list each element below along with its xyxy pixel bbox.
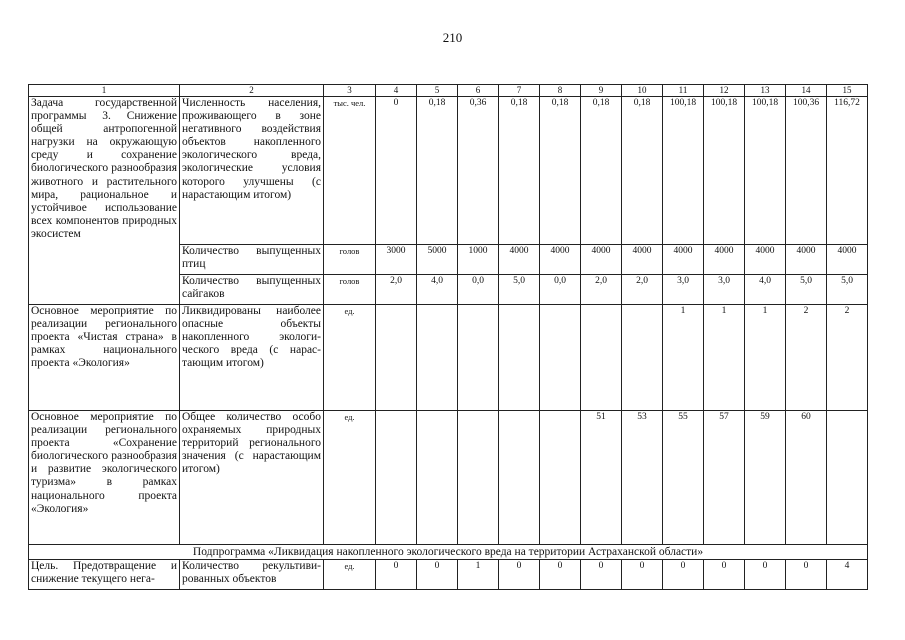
indicator-cell: Численность населения, проживающего в зоне негативного воздействия объектов накопленного экологического вреда, экологические условия которого улучшены (с нарастающим итогом) [180, 97, 324, 245]
indicator-cell: Ликвидированы наиболее опасные объекты накопленного экологического вреда (с нарастающим итогом) [180, 305, 324, 411]
value-cell: 4 [827, 560, 868, 590]
table-row [29, 305, 868, 411]
value-cell [417, 305, 458, 411]
value-cell: 4000 [786, 245, 827, 275]
value-cell [540, 305, 581, 411]
table-row [29, 560, 868, 590]
unit-cell: голов [324, 245, 376, 275]
value-cell: 55 [663, 411, 704, 545]
value-cell: 0 [376, 560, 417, 590]
value-cell: 5,0 [786, 275, 827, 305]
unit-cell: ед. [324, 411, 376, 545]
value-cell: 0,18 [540, 97, 581, 245]
value-cell [499, 305, 540, 411]
value-cell: 5000 [417, 245, 458, 275]
value-cell: 5,0 [827, 275, 868, 305]
value-cell [581, 305, 622, 411]
value-cell: 1 [704, 305, 745, 411]
value-cell: 0 [499, 560, 540, 590]
value-cell: 3,0 [663, 275, 704, 305]
value-cell: 2,0 [376, 275, 417, 305]
subprogram-row [29, 545, 868, 560]
value-cell: 0 [622, 560, 663, 590]
value-cell: 116,72 [827, 97, 868, 245]
value-cell: 57 [704, 411, 745, 545]
value-cell: 0,0 [458, 275, 499, 305]
value-cell: 53 [622, 411, 663, 545]
indicator-cell: Количество выпущенных сайгаков [180, 275, 324, 305]
value-cell: 0 [581, 560, 622, 590]
column-header: 3 [324, 85, 376, 97]
indicator-cell: Общее количество особо охраняемых природных территорий регионального значения (с нарастающим итогом) [180, 411, 324, 545]
value-cell: 1 [745, 305, 786, 411]
value-cell: 100,18 [745, 97, 786, 245]
value-cell: 100,36 [786, 97, 827, 245]
value-cell [376, 411, 417, 545]
value-cell: 3,0 [704, 275, 745, 305]
table-row [29, 411, 868, 545]
value-cell: 1 [663, 305, 704, 411]
value-cell: 0 [663, 560, 704, 590]
value-cell: 0 [417, 560, 458, 590]
task-cell: Задача государственной программы 3. Снижение общей антропогенной нагрузки на окружающую среду и сохранение биологического разнообразия животного и растительного мира, рациональное и устойчивое использование всех компонентов природных экосистем [29, 97, 180, 305]
task-cell: Основное мероприятие по реализации регионального проекта «Чистая страна» в рамках национального проекта «Экология» [29, 305, 180, 411]
column-header: 10 [622, 85, 663, 97]
unit-cell: ед. [324, 305, 376, 411]
indicator-cell: Количество рекультивированных объектов [180, 560, 324, 590]
value-cell: 4000 [663, 245, 704, 275]
value-cell: 0,0 [540, 275, 581, 305]
value-cell: 4000 [704, 245, 745, 275]
value-cell: 100,18 [704, 97, 745, 245]
value-cell: 59 [745, 411, 786, 545]
value-cell [376, 305, 417, 411]
column-header: 14 [786, 85, 827, 97]
value-cell: 0 [786, 560, 827, 590]
column-header: 6 [458, 85, 499, 97]
column-header: 4 [376, 85, 417, 97]
value-cell [827, 411, 868, 545]
value-cell: 2,0 [581, 275, 622, 305]
value-cell: 4000 [745, 245, 786, 275]
table-row [29, 97, 868, 245]
value-cell: 4,0 [417, 275, 458, 305]
page-number: 210 [442, 30, 463, 45]
value-cell: 4000 [581, 245, 622, 275]
value-cell: 100,18 [663, 97, 704, 245]
value-cell [499, 411, 540, 545]
indicator-cell: Количество выпущенных птиц [180, 245, 324, 275]
column-number-row [29, 85, 868, 97]
value-cell: 2,0 [622, 275, 663, 305]
value-cell: 60 [786, 411, 827, 545]
value-cell: 3000 [376, 245, 417, 275]
column-header: 11 [663, 85, 704, 97]
subprogram-title: Подпрограмма «Ликвидация накопленного экологического вреда на территории Астраханской области» [29, 545, 868, 560]
value-cell [622, 305, 663, 411]
column-header: 7 [499, 85, 540, 97]
value-cell: 4000 [622, 245, 663, 275]
value-cell: 51 [581, 411, 622, 545]
value-cell: 0,18 [499, 97, 540, 245]
value-cell: 4000 [499, 245, 540, 275]
column-header: 12 [704, 85, 745, 97]
value-cell: 1000 [458, 245, 499, 275]
value-cell: 2 [827, 305, 868, 411]
column-header: 9 [581, 85, 622, 97]
column-header: 5 [417, 85, 458, 97]
value-cell: 0 [745, 560, 786, 590]
value-cell: 0 [376, 97, 417, 245]
value-cell: 0,18 [417, 97, 458, 245]
value-cell: 4,0 [745, 275, 786, 305]
column-header: 1 [29, 85, 180, 97]
task-cell: Основное мероприятие по реализации регионального проекта «Сохранение биологического разнообразия и развитие экологического туризма» в рамках национального проекта «Экология» [29, 411, 180, 545]
column-header: 8 [540, 85, 581, 97]
indicators-table [28, 84, 868, 590]
value-cell: 5,0 [499, 275, 540, 305]
value-cell: 2 [786, 305, 827, 411]
column-header: 15 [827, 85, 868, 97]
unit-cell: ед. [324, 560, 376, 590]
task-cell: Цель. Предотвращение и снижение текущего нега- [29, 560, 180, 590]
value-cell: 4000 [827, 245, 868, 275]
value-cell [458, 305, 499, 411]
value-cell: 0 [704, 560, 745, 590]
column-header: 2 [180, 85, 324, 97]
value-cell: 0 [540, 560, 581, 590]
value-cell: 0,18 [622, 97, 663, 245]
unit-cell: голов [324, 275, 376, 305]
value-cell: 0,36 [458, 97, 499, 245]
unit-cell: тыс. чел. [324, 97, 376, 245]
value-cell: 0,18 [581, 97, 622, 245]
column-header: 13 [745, 85, 786, 97]
value-cell: 1 [458, 560, 499, 590]
value-cell [458, 411, 499, 545]
value-cell: 4000 [540, 245, 581, 275]
value-cell [540, 411, 581, 545]
value-cell [417, 411, 458, 545]
